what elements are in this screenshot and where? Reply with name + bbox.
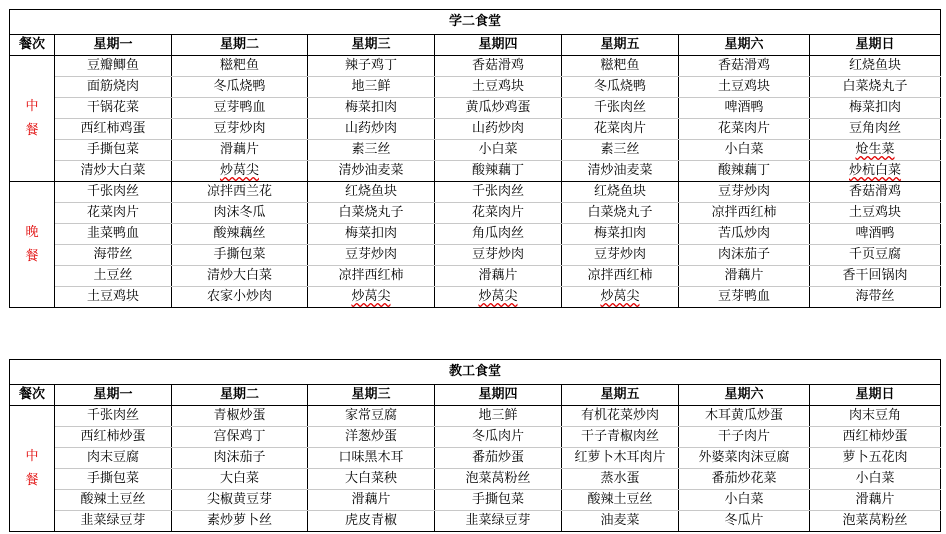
dish-cell [562, 266, 679, 287]
dish-name: 韭菜鸭血 [86, 226, 139, 241]
dish-name: 干锅花菜 [86, 100, 139, 115]
dish-cell [435, 490, 562, 511]
dish-name: 尖椒黄豆芽 [206, 492, 272, 507]
dish-cell [562, 448, 679, 469]
weekday-header: 星期一 [55, 385, 172, 406]
weekday-header: 星期五 [562, 385, 679, 406]
dish-cell [55, 448, 172, 469]
dish-name: 酸辣藕丁 [717, 163, 770, 178]
dish-cell [172, 77, 308, 98]
dish-cell [55, 427, 172, 448]
dish-name: 大白菜 [219, 471, 259, 486]
dish-name: 炒莴尖 [600, 289, 640, 304]
dish-name: 土豆鸡块 [86, 289, 139, 304]
dish-name: 苦瓜炒肉 [717, 226, 770, 241]
weekday-header: 星期三 [308, 385, 435, 406]
dish-cell [55, 182, 172, 203]
dish-name: 韭菜绿豆芽 [80, 513, 146, 528]
dish-name: 素三丝 [600, 142, 640, 157]
dish-cell [55, 161, 172, 182]
dish-name: 宫保鸡丁 [213, 429, 266, 444]
dish-cell [55, 203, 172, 224]
dish-cell [308, 287, 435, 308]
dish-name: 清炒大白菜 [206, 268, 272, 283]
dish-name: 豆芽炒肉 [593, 247, 646, 262]
dish-cell [810, 77, 941, 98]
dish-name: 冬瓜片 [724, 513, 764, 528]
dish-cell [55, 77, 172, 98]
weekday-header: 星期日 [810, 35, 941, 56]
dish-cell [55, 98, 172, 119]
meal-label [10, 56, 55, 182]
dish-name: 豆芽炒肉 [213, 121, 266, 136]
dish-cell [562, 77, 679, 98]
menu-row [10, 77, 941, 98]
meal-label-char: 中 [25, 448, 39, 464]
dish-cell [810, 511, 941, 532]
dish-name: 凉拌西兰花 [206, 184, 272, 199]
dish-cell [172, 266, 308, 287]
dish-name: 豆芽鸭血 [717, 289, 770, 304]
dish-cell [308, 140, 435, 161]
dish-cell [55, 56, 172, 77]
dish-name: 千张肉丝 [593, 100, 646, 115]
dish-name: 酸辣土豆丝 [80, 492, 146, 507]
menu-row [10, 140, 941, 161]
weekday-header: 星期四 [435, 385, 562, 406]
dish-cell [810, 427, 941, 448]
dish-cell [308, 266, 435, 287]
menu-row [10, 406, 941, 427]
dish-name: 手撕包菜 [471, 492, 524, 507]
dish-name: 红烧鱼块 [344, 184, 397, 199]
dish-cell [55, 511, 172, 532]
dish-cell [308, 56, 435, 77]
dish-name: 西红柿炒蛋 [80, 429, 146, 444]
dish-cell [55, 245, 172, 266]
dish-cell [679, 245, 810, 266]
dish-name: 梅菜扣肉 [344, 100, 397, 115]
dish-cell [810, 287, 941, 308]
menu-row [10, 56, 941, 77]
menu-row [10, 161, 941, 182]
dish-cell [679, 56, 810, 77]
dish-name: 糍粑鱼 [600, 58, 640, 73]
dish-name: 红烧鱼块 [849, 58, 902, 73]
dish-cell [679, 224, 810, 245]
dish-cell [172, 119, 308, 140]
dish-name: 豆芽炒肉 [344, 247, 397, 262]
dish-name: 辣子鸡丁 [344, 58, 397, 73]
dish-name: 小白菜 [724, 142, 764, 157]
dish-name: 虎皮青椒 [344, 513, 397, 528]
menu-row [10, 427, 941, 448]
dish-cell [810, 490, 941, 511]
cafeteria-title: 教工食堂 [10, 360, 941, 385]
dish-name: 土豆鸡块 [717, 79, 770, 94]
weekday-header: 星期日 [810, 385, 941, 406]
dish-cell [308, 161, 435, 182]
dish-name: 农家小炒肉 [206, 289, 272, 304]
dish-cell [679, 469, 810, 490]
dish-cell [435, 98, 562, 119]
dish-cell [55, 266, 172, 287]
dish-name: 啤酒鸭 [724, 100, 764, 115]
dish-cell [172, 224, 308, 245]
dish-cell [810, 203, 941, 224]
dish-name: 肉末豆角 [849, 408, 902, 423]
dish-name: 角瓜肉丝 [471, 226, 524, 241]
dish-cell [679, 119, 810, 140]
dish-cell [562, 511, 679, 532]
dish-name: 山药炒肉 [344, 121, 397, 136]
dish-name: 手撕包菜 [86, 471, 139, 486]
dish-cell [810, 448, 941, 469]
dish-cell [172, 448, 308, 469]
dish-cell [308, 490, 435, 511]
meal-label [10, 406, 55, 532]
dish-name: 土豆丝 [93, 268, 133, 283]
dish-name: 小白菜 [724, 492, 764, 507]
weekday-header: 星期六 [679, 385, 810, 406]
dish-cell [172, 98, 308, 119]
dish-cell [679, 427, 810, 448]
dish-name: 西红柿炒蛋 [842, 429, 908, 444]
dish-cell [810, 98, 941, 119]
dish-cell [562, 469, 679, 490]
meal-label [10, 182, 55, 308]
dish-cell [172, 203, 308, 224]
dish-cell [435, 203, 562, 224]
dish-cell [172, 490, 308, 511]
dish-cell [435, 182, 562, 203]
dish-cell [679, 77, 810, 98]
dish-name: 千张肉丝 [471, 184, 524, 199]
dish-cell [55, 490, 172, 511]
dish-name: 香菇滑鸡 [849, 184, 902, 199]
dish-name: 红烧鱼块 [593, 184, 646, 199]
dish-name: 外婆菜肉沫豆腐 [698, 450, 790, 465]
dish-cell [308, 245, 435, 266]
dish-cell [679, 161, 810, 182]
meal-label-char: 中 [25, 98, 39, 114]
dish-name: 红萝卜木耳肉片 [574, 450, 666, 465]
dish-name: 家常豆腐 [344, 408, 397, 423]
dish-name: 滑藕片 [724, 268, 764, 283]
dish-cell [172, 427, 308, 448]
weekday-header: 星期一 [55, 35, 172, 56]
dish-cell [55, 469, 172, 490]
dish-name: 花菜肉片 [86, 205, 139, 220]
dish-name: 滑藕片 [219, 142, 259, 157]
menu-row [10, 469, 941, 490]
dish-cell [679, 490, 810, 511]
dish-name: 地三鲜 [351, 79, 391, 94]
dish-name: 炒莴尖 [219, 163, 259, 178]
dish-cell [308, 469, 435, 490]
dish-cell [308, 427, 435, 448]
dish-name: 手撕包菜 [213, 247, 266, 262]
dish-cell [308, 203, 435, 224]
dish-name: 海带丝 [93, 247, 133, 262]
dish-name: 油麦菜 [600, 513, 640, 528]
dish-name: 冬瓜烧鸭 [213, 79, 266, 94]
meal-column-header: 餐次 [10, 35, 55, 56]
dish-cell [679, 511, 810, 532]
dish-name: 花菜肉片 [471, 205, 524, 220]
dish-cell [172, 511, 308, 532]
dish-name: 肉沫茄子 [717, 247, 770, 262]
dish-name: 凉拌西红柿 [587, 268, 653, 283]
dish-cell [435, 161, 562, 182]
dish-cell [435, 427, 562, 448]
menu-row [10, 224, 941, 245]
dish-cell [562, 119, 679, 140]
dish-name: 炒莴尖 [351, 289, 391, 304]
dish-name: 花菜肉片 [717, 121, 770, 136]
menu-row [10, 119, 941, 140]
dish-name: 炝生菜 [855, 142, 895, 157]
dish-cell [562, 56, 679, 77]
dish-cell [308, 77, 435, 98]
meal-label-char: 餐 [25, 248, 39, 264]
dish-name: 萝卜五花肉 [842, 450, 908, 465]
dish-cell [172, 140, 308, 161]
dish-cell [308, 182, 435, 203]
dish-name: 滑藕片 [478, 268, 518, 283]
dish-name: 啤酒鸭 [855, 226, 895, 241]
dish-name: 西红柿鸡蛋 [80, 121, 146, 136]
dish-cell [55, 140, 172, 161]
dish-cell [55, 224, 172, 245]
dish-cell [810, 245, 941, 266]
dish-name: 豆瓣鲫鱼 [86, 58, 139, 73]
dish-cell [562, 203, 679, 224]
dish-cell [562, 140, 679, 161]
dish-name: 豆芽炒肉 [471, 247, 524, 262]
cafeteria-table-xueer [9, 9, 941, 308]
dish-cell [308, 448, 435, 469]
dish-name: 清炒油麦菜 [338, 163, 404, 178]
dish-name: 青椒炒蛋 [213, 408, 266, 423]
menu-row [10, 203, 941, 224]
menu-row [10, 245, 941, 266]
dish-cell [435, 224, 562, 245]
dish-name: 酸辣藕丝 [213, 226, 266, 241]
dish-name: 黄瓜炒鸡蛋 [465, 100, 531, 115]
dish-cell [562, 98, 679, 119]
menu-row [10, 511, 941, 532]
dish-cell [308, 406, 435, 427]
dish-name: 冬瓜烧鸭 [593, 79, 646, 94]
dish-name: 滑藕片 [855, 492, 895, 507]
dish-name: 土豆鸡块 [849, 205, 902, 220]
dish-cell [810, 140, 941, 161]
meal-column-header: 餐次 [10, 385, 55, 406]
dish-cell [55, 287, 172, 308]
dish-cell [435, 406, 562, 427]
dish-name: 素三丝 [351, 142, 391, 157]
dish-cell [308, 511, 435, 532]
weekday-header: 星期六 [679, 35, 810, 56]
weekday-header: 星期二 [172, 385, 308, 406]
dish-cell [435, 266, 562, 287]
dish-name: 炒莴尖 [478, 289, 518, 304]
dish-name: 肉沫冬瓜 [213, 205, 266, 220]
dish-cell [679, 287, 810, 308]
dish-name: 大白菜秧 [344, 471, 397, 486]
dish-cell [562, 182, 679, 203]
dish-cell [810, 406, 941, 427]
menu-row [10, 266, 941, 287]
dish-cell [679, 203, 810, 224]
dish-cell [172, 406, 308, 427]
dish-cell [562, 245, 679, 266]
dish-cell [435, 119, 562, 140]
dish-name: 洋葱炒蛋 [344, 429, 397, 444]
dish-name: 海带丝 [855, 289, 895, 304]
dish-cell [562, 427, 679, 448]
dish-cell [810, 266, 941, 287]
dish-cell [562, 224, 679, 245]
dish-name: 木耳黄瓜炒蛋 [704, 408, 783, 423]
dish-name: 香菇滑鸡 [717, 58, 770, 73]
dish-cell [810, 119, 941, 140]
meal-label-char: 晚 [25, 224, 39, 240]
dish-name: 白菜烧丸子 [338, 205, 404, 220]
dish-cell [562, 161, 679, 182]
dish-cell [810, 182, 941, 203]
dish-name: 手撕包菜 [86, 142, 139, 157]
dish-cell [562, 287, 679, 308]
dish-cell [308, 119, 435, 140]
dish-cell [435, 511, 562, 532]
dish-cell [810, 224, 941, 245]
dish-name: 冬瓜肉片 [471, 429, 524, 444]
weekday-header: 星期二 [172, 35, 308, 56]
dish-cell [172, 287, 308, 308]
dish-name: 白菜烧丸子 [587, 205, 653, 220]
dish-cell [435, 56, 562, 77]
dish-cell [679, 182, 810, 203]
dish-cell [55, 119, 172, 140]
weekday-header: 星期三 [308, 35, 435, 56]
dish-name: 番茄炒蛋 [471, 450, 524, 465]
dish-name: 肉沫茄子 [213, 450, 266, 465]
dish-cell [172, 161, 308, 182]
dish-cell [679, 140, 810, 161]
dish-name: 凉拌西红柿 [338, 268, 404, 283]
dish-name: 豆芽鸭血 [213, 100, 266, 115]
dish-name: 梅菜扣肉 [849, 100, 902, 115]
dish-name: 千张肉丝 [86, 408, 139, 423]
dish-cell [810, 469, 941, 490]
menu-row [10, 448, 941, 469]
dish-cell [172, 469, 308, 490]
dish-name: 千页豆腐 [849, 247, 902, 262]
dish-name: 面筋烧肉 [86, 79, 139, 94]
meal-label-char: 餐 [25, 472, 39, 488]
dish-name: 凉拌西红柿 [711, 205, 777, 220]
cafeteria-table-jiaogong [9, 359, 941, 532]
dish-name: 豆芽炒肉 [717, 184, 770, 199]
weekday-header: 星期四 [435, 35, 562, 56]
dish-name: 糍粑鱼 [219, 58, 259, 73]
dish-name: 炒杭白菜 [849, 163, 902, 178]
dish-name: 香干回锅肉 [842, 268, 908, 283]
menu-row [10, 287, 941, 308]
dish-name: 花菜肉片 [593, 121, 646, 136]
dish-name: 素炒萝卜丝 [206, 513, 272, 528]
dish-name: 泡菜莴粉丝 [465, 471, 531, 486]
dish-name: 干子肉片 [717, 429, 770, 444]
meal-label-char: 餐 [25, 122, 39, 138]
dish-name: 蒸水蛋 [600, 471, 640, 486]
dish-name: 小白菜 [478, 142, 518, 157]
dish-cell [435, 287, 562, 308]
dish-cell [172, 245, 308, 266]
dish-cell [679, 266, 810, 287]
menu-row [10, 182, 941, 203]
dish-cell [810, 161, 941, 182]
dish-cell [435, 469, 562, 490]
dish-name: 香菇滑鸡 [471, 58, 524, 73]
dish-cell [172, 182, 308, 203]
dish-name: 山药炒肉 [471, 121, 524, 136]
dish-cell [308, 98, 435, 119]
dish-cell [679, 406, 810, 427]
dish-name: 口味黑木耳 [338, 450, 404, 465]
dish-cell [810, 56, 941, 77]
dish-name: 梅菜扣肉 [593, 226, 646, 241]
menu-row [10, 490, 941, 511]
dish-cell [435, 245, 562, 266]
dish-name: 地三鲜 [478, 408, 518, 423]
dish-cell [435, 448, 562, 469]
dish-name: 泡菜莴粉丝 [842, 513, 908, 528]
dish-cell [679, 448, 810, 469]
menu-row [10, 98, 941, 119]
weekday-header: 星期五 [562, 35, 679, 56]
dish-name: 滑藕片 [351, 492, 391, 507]
dish-cell [308, 224, 435, 245]
dish-cell [55, 406, 172, 427]
dish-name: 豆角肉丝 [849, 121, 902, 136]
dish-name: 清炒大白菜 [80, 163, 146, 178]
dish-name: 酸辣藕丁 [471, 163, 524, 178]
dish-name: 肉末豆腐 [86, 450, 139, 465]
dish-name: 梅菜扣肉 [344, 226, 397, 241]
dish-name: 干子青椒肉丝 [580, 429, 659, 444]
dish-cell [562, 490, 679, 511]
cafeteria-title: 学二食堂 [10, 10, 941, 35]
dish-cell [435, 140, 562, 161]
dish-name: 酸辣土豆丝 [587, 492, 653, 507]
dish-name: 小白菜 [855, 471, 895, 486]
dish-name: 千张肉丝 [86, 184, 139, 199]
dish-cell [435, 77, 562, 98]
dish-cell [562, 406, 679, 427]
dish-cell [679, 98, 810, 119]
dish-name: 有机花菜炒肉 [580, 408, 659, 423]
dish-name: 白菜烧丸子 [842, 79, 908, 94]
dish-name: 清炒油麦菜 [587, 163, 653, 178]
dish-cell [172, 56, 308, 77]
dish-name: 土豆鸡块 [471, 79, 524, 94]
dish-name: 韭菜绿豆芽 [465, 513, 531, 528]
dish-name: 番茄炒花菜 [711, 471, 777, 486]
